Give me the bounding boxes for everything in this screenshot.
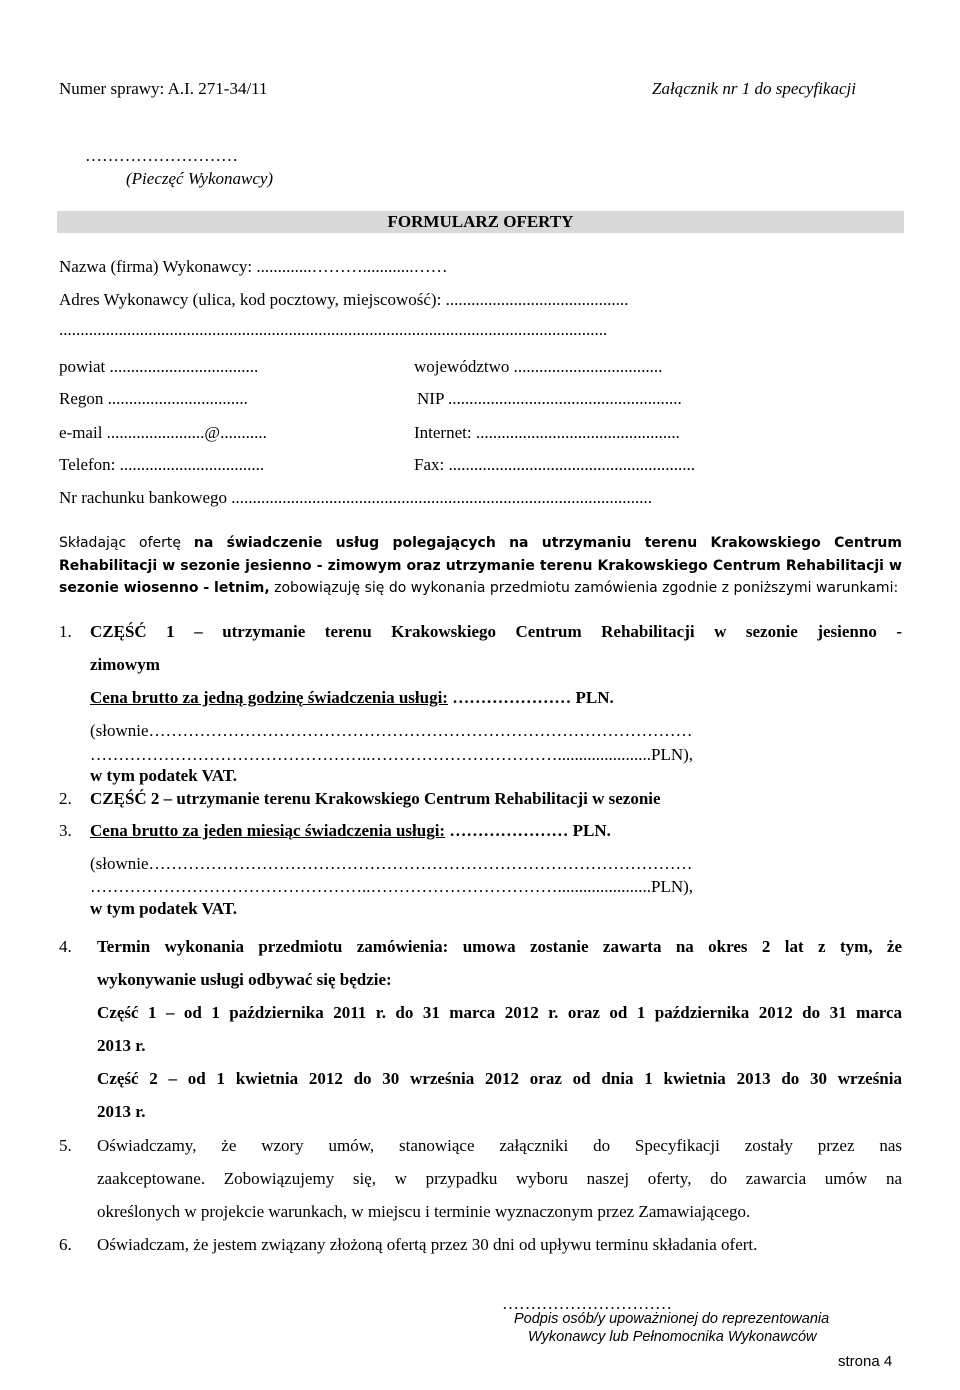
item-3-price-line bbox=[90, 821, 611, 841]
item-3-vat: w tym podatek VAT. bbox=[90, 899, 238, 918]
wojewodztwo-field: województwo ................................... bbox=[414, 357, 663, 376]
item-1-words-line-2: …………………………………………..……………………………......................PLN), bbox=[90, 745, 694, 764]
item-5-number: 5. bbox=[59, 1136, 72, 1155]
item-4-part-1: Część 1 – od 1 października 2011 r. do 31 marca 2012 r. oraz od 1 października 2012 do 31 marca bbox=[97, 1003, 902, 1022]
form-title-banner bbox=[57, 211, 904, 233]
telefon-field: Telefon: .................................. bbox=[59, 455, 265, 474]
item-1-number: 1. bbox=[59, 622, 72, 641]
item-2-number: 2. bbox=[59, 789, 72, 808]
intro-paragraph bbox=[59, 532, 902, 600]
signature-line-1: Podpis osób/y upoważnionej do reprezentowania bbox=[514, 1311, 830, 1327]
item-3-price-value: ………………… PLN. bbox=[445, 821, 611, 840]
stamp-label: (Pieczęć Wykonawcy) bbox=[126, 169, 274, 188]
powiat-field: powiat ................................... bbox=[59, 357, 259, 376]
item-1-title: CZĘŚĆ 1 – utrzymanie terenu Krakowskiego Centrum Rehabilitacji w sezonie jesienno - bbox=[90, 622, 902, 641]
item-5-line-3: określonych w projekcie warunkach, w miejscu i terminie wyznaczonym przez Zamawiającego. bbox=[97, 1202, 751, 1221]
stamp-dots: ……………………… bbox=[85, 146, 238, 165]
item-5-line-2: zaakceptowane. Zobowiązujemy się, w przypadku wyboru naszej oferty, do zawarcia umów na bbox=[97, 1169, 902, 1188]
item-4-part-2-year: 2013 r. bbox=[97, 1102, 146, 1121]
item-3-words-line-2: …………………………………………..……………………………......................PLN), bbox=[90, 877, 694, 896]
item-4-number: 4. bbox=[59, 937, 72, 956]
page-number: strona 4 bbox=[838, 1353, 893, 1370]
bank-account-field: Nr rachunku bankowego ................................................................................................... bbox=[59, 488, 653, 507]
item-4-line-2: wykonywanie usługi odbywać się będzie: bbox=[97, 970, 392, 989]
case-number: Numer sprawy: A.I. 271-34/11 bbox=[59, 79, 268, 98]
contractor-address-field: Adres Wykonawcy (ulica, kod pocztowy, miejscowość): ........................................... bbox=[59, 290, 629, 309]
item-6-number: 6. bbox=[59, 1235, 72, 1254]
regon-field: Regon ................................. bbox=[59, 389, 248, 408]
intro-commitment: zobowiązuję się do wykonania przedmiotu zamówienia zgodnie z poniższymi warunkami: bbox=[269, 580, 899, 596]
item-1-price-value: ………………… PLN. bbox=[447, 688, 614, 707]
item-1-words-line: (słownie…………………………………………………………………………………… bbox=[90, 721, 693, 740]
signature-dots: ………………………… bbox=[502, 1294, 672, 1313]
email-field: e-mail .......................@........... bbox=[59, 423, 267, 442]
item-3-number: 3. bbox=[59, 821, 72, 840]
intro-lead: Składając ofertę bbox=[59, 535, 194, 551]
attachment-label: Załącznik nr 1 do specyfikacji bbox=[652, 79, 856, 98]
item-6-line-1: Oświadczam, że jestem związany złożoną ofertą przez 30 dni od upływu terminu składania ofert. bbox=[97, 1235, 758, 1254]
item-2-title: CZĘŚĆ 2 – utrzymanie terenu Krakowskiego Centrum Rehabilitacji w sezonie bbox=[90, 789, 661, 808]
item-1-price-label: Cena brutto za jedną godzinę świadczenia usługi: bbox=[90, 688, 448, 707]
item-3-words-line: (słownie…………………………………………………………………………………… bbox=[90, 854, 693, 873]
item-1-title-cont: zimowym bbox=[90, 655, 160, 674]
item-1-vat: w tym podatek VAT. bbox=[90, 766, 238, 785]
item-4-part-1-year: 2013 r. bbox=[97, 1036, 146, 1055]
intro-subject: na świadczenie usług polegających na utrzymaniu terenu Krakowskiego Centrum Rehabilitacji w sezonie jesienno - zimowym oraz utrzymanie terenu Krakowskiego Centrum Rehabilitacji w sezonie wiosenno - letnim, bbox=[59, 535, 902, 596]
contractor-address-continuation: ................................................................................................................................. bbox=[59, 320, 608, 339]
form-title: FORMULARZ OFERTY bbox=[387, 212, 574, 231]
contractor-name-field: Nazwa (firma) Wykonawcy: .............………............…… bbox=[59, 257, 448, 276]
item-1-price-line bbox=[90, 688, 614, 708]
fax-field: Fax: .......................................................... bbox=[414, 455, 695, 474]
nip-field: NIP ....................................................... bbox=[417, 389, 682, 408]
item-3-price-label: Cena brutto za jeden miesiąc świadczenia usługi: bbox=[90, 821, 446, 840]
internet-field: Internet: ................................................ bbox=[414, 423, 680, 442]
item-4-part-2: Część 2 – od 1 kwietnia 2012 do 30 września 2012 oraz od dnia 1 kwietnia 2013 do 30 września bbox=[97, 1069, 902, 1088]
signature-line-2: Wykonawcy lub Pełnomocnika Wykonawców bbox=[528, 1329, 817, 1345]
item-4-line-1: Termin wykonania przedmiotu zamówienia: umowa zostanie zawarta na okres 2 lat z tym, że bbox=[97, 937, 902, 956]
item-5-line-1: Oświadczamy, że wzory umów, stanowiące załączniki do Specyfikacji zostały przez nas bbox=[97, 1136, 902, 1155]
